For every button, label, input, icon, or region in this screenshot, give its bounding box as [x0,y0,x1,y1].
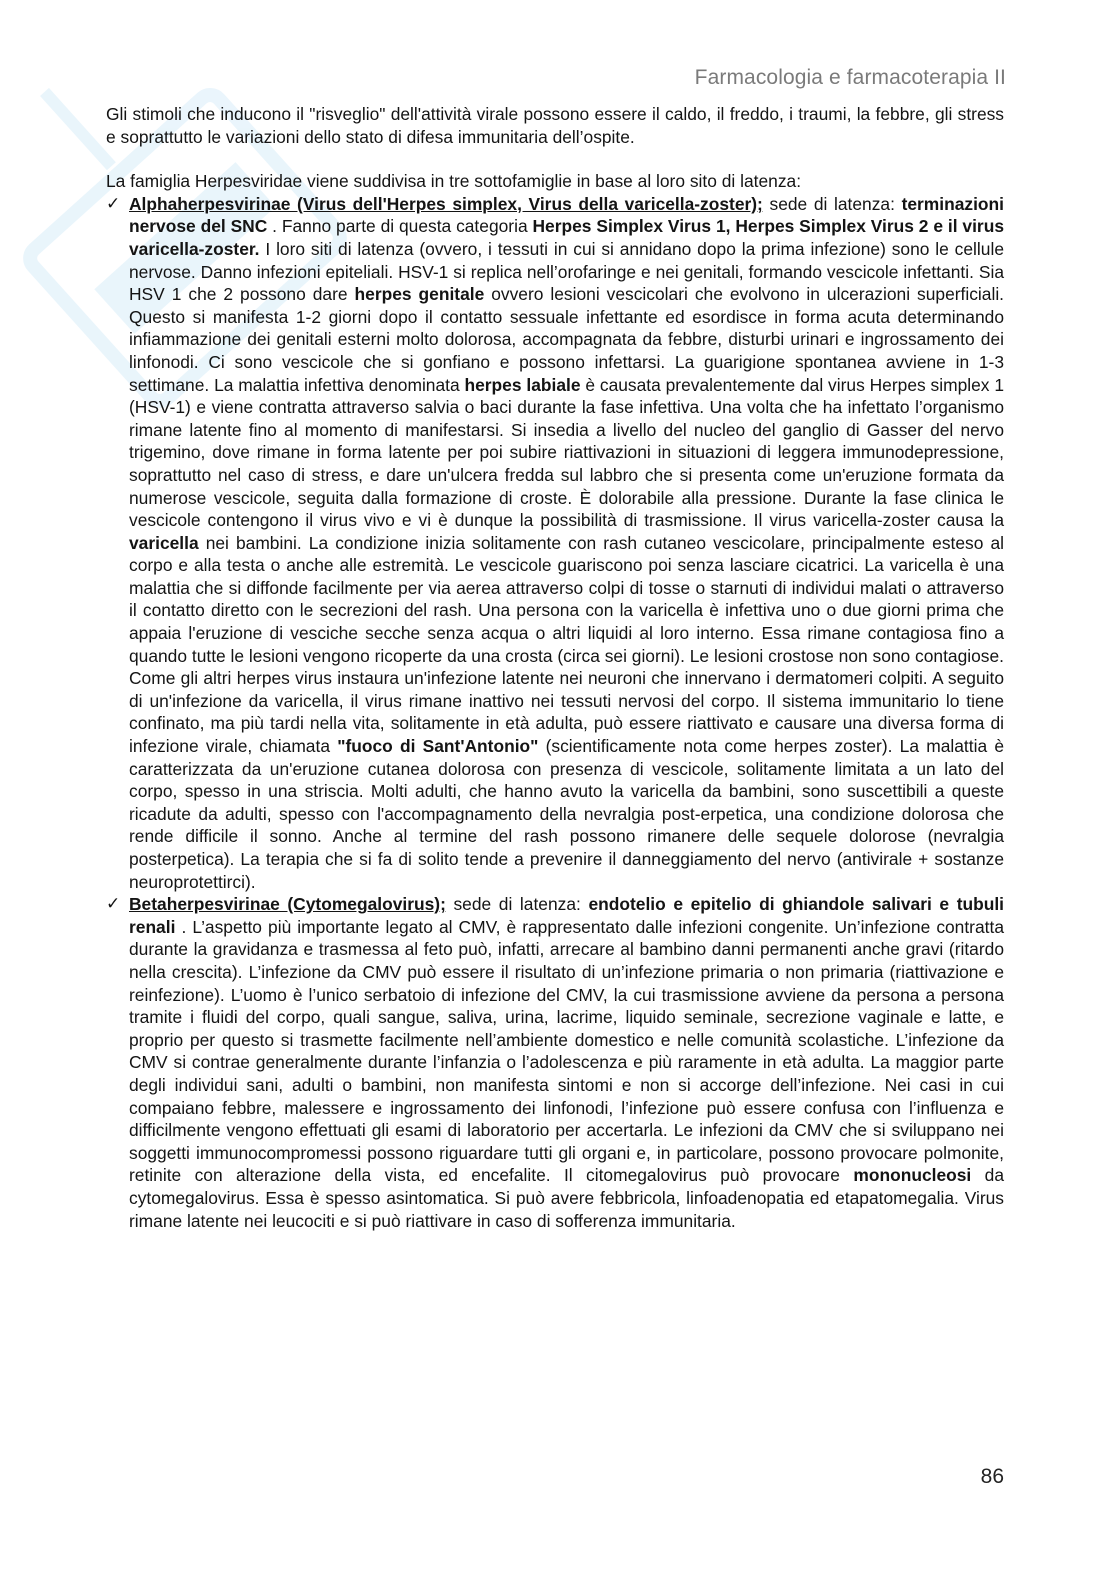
alphaherpesvirinae-item [106,193,1004,893]
text-segment: ovvero lesioni vescicolari che evolvono in ulcerazioni superficiali. Questo si manifesta 1-2 giorni dopo il contatto sessuale infettante ed esordisce in forma acuta determinando infiammazione dei genitali esterni molto dolorosa, accompagnata da febbre, disturbi urinari e ingrossamento dei linfonodi. Ci sono vescicole che si gonfiano e possono infettarsi. La guarigione spontanea avviene in 1-3 settimane. La malattia infettiva denominata [129,284,1005,395]
paragraph-gap [106,148,1004,170]
bold-term: Herpes Simplex Virus 1, Herpes Simplex Virus 2 e il virus varicella-zoster. [129,216,1004,259]
betaherpesvirinae-title: Betaherpesvirinae (Cytomegalovirus); [129,894,446,915]
intro-paragraph-2: La famiglia Herpesviridae viene suddivisa in tre sottofamiglie in base al loro sito di latenza: [106,171,802,192]
intro-paragraph-1: Gli stimoli che inducono il "risveglio" dell'attività virale possono essere il caldo, il freddo, i traumi, la febbre, gli stress e soprattutto le variazioni dello stato di difesa immunitaria dell’ospite. [106,104,1004,147]
text-segment: (scientificamente nota come herpes zoster). La malattia è caratterizzata da un'eruzione cutanea dolorosa con presenza di vescicole, solitamente limitata a un lato del corpo, spesso in una striscia. Molti adulti, che hanno avuto la varicella da bambini, sono suscettibili a queste ricadute da adulti, spesso con l'accompagnamento della nevralgia post-erpetica, una condizione dolorosa che rende difficile il sonno. Anche al termine del rash possono rimanere delle sequele dolorose (nevralgia posterpetica). La terapia che si fa di solito tende a prevenire il danneggiamento del nervo (antivirale + sostanze neuroprotettirci). [129,736,1005,892]
text-segment: I loro siti di latenza (ovvero, i tessuti in cui si annidano dopo la prima infezione) sono le cellule nervose. Danno infezioni epiteliali. HSV-1 si replica nell’orofaringe e nei genitali, formando vescicole infettanti. Sia HSV 1 che 2 possono dare [129,238,1004,305]
text-segment: è causata prevalentemente dal virus Herpes simplex 1 (HSV-1) e viene contratta attraverso salvia o baci durante la fase infettiva. Una volta che ha infettato l’organismo rimane latente fino al momento di manifestarsi. Si insedia a livello del nucleo del ganglio di Gasser del nervo trigemino, dove rimane in forma latente per poi subire riattivazioni in situazioni di leggera immunodepressione, soprattutto nel caso di stress, e dare un'ulcera fredda sul labbro che si presenta come un'eruzione formata da numerose vescicole, seguita dalla formazione di croste. È dolorabile alla pressione. Durante la fase clinica le vescicole contengono il virus vivo e vi è dunque la possibilità di trasmissione. Il virus varicella-zoster causa la [129,374,1004,531]
document-body [106,103,1004,1232]
bold-term: "fuoco di Sant'Antonio" [337,736,539,757]
bold-term: endotelio e epitelio di ghiandole salivari e tubuli renali [129,894,1005,937]
bold-term: terminazioni nervose del SNC [129,193,1004,237]
text-segment: nei bambini. La condizione inizia solitamente con rash cutaneo vescicolare, principalmente esteso al corpo e alla testa o anche alle estremità. Le vescicole guariscono poi senza lasciare cicatrici. La varicella è una malattia che si diffonde facilmente per via aerea attraverso colpi di tosse o starnuti di individui malati o attraverso il contatto diretto con le secrezioni del rash. Una persona con la varicella è infettiva uno o due giorni prima che appaia l'eruzione di vesciche secche senza acqua o altri liquidi al loro interno. Essa rimane contagiosa fino a quando tutte le lesioni vengono ricoperte da una crosta (circa sei giorni). Le lesioni crostose non sono contagiose. Come gli altri herpes virus instaura un'infezione latente nei neuroni che innervano i dermatomeri colpiti. A seguito di un'infezione da varicella, il virus rimane inattivo nei tessuti nervosi del corpo. Il sistema immunitario lo tiene confinato, ma più tardi nella vita, solitamente in età adulta, può essere riattivato e causare una diversa forma di infezione virale, chiamata [129,532,1004,757]
page-header-title: Farmacologia e farmacoterapia II [694,66,1006,89]
text-segment: sede di latenza: [769,193,902,214]
check-icon: ✓ [106,894,121,915]
bold-term: herpes labiale [464,374,581,395]
text-segment: . Fanno parte di questa categoria [272,216,533,237]
text-segment: . L’aspetto più importante legato al CMV, è rappresentato dalle infezioni congenite. Un’infezione contratta durante la gravidanza e trasmessa al feto può, infatti, arrecare al bambino danni permanenti anche gravi (ritardo nella crescita). L’infezione da CMV può essere il risultato di un’infezione primaria o non primaria (riattivazione e reinfezione). L’uomo è l’unico serbatoio di infezione del CMV, la cui trasmissione avviene da persona a persona tramite i fluidi del corpo, quali sangue, saliva, urina, lacrime, liquido seminale, secrezione vaginale e latte, e proprio per questo si trasmette facilmente nell’ambiente domestico e nelle comunità scolastiche. L’infezione da CMV si contrae generalmente durante l’infanzia o l’adolescenza e più raramente in età adulta. La maggior parte degli individui sani, adulti o bambini, non manifesta sintomi e non si accorge dell’infezione. Nei casi in cui compaiano febbre, malessere e ingrossamento dei linfonodi, l’infezione può essere confusa con l’influenza e difficilmente vengono effettuati gli esami di laboratorio per accertarla. Le infezioni da CMV che si sviluppano nei soggetti immunocompromessi possono riguardare tutti gli organi e, in particolare, possono provocare polmonite, retinite con alterazione della vista, ed encefalite. Il citomegalovirus può provocare [129,916,1004,1186]
page-number: 86 [980,1465,1004,1488]
betaherpesvirinae-item [106,893,1004,1232]
alphaherpesvirinae-title: Alphaherpesvirinae (Virus dell'Herpes simplex, Virus della varicella-zoster); [129,193,763,214]
bold-term: varicella [129,532,199,553]
check-icon: ✓ [106,193,121,214]
text-segment: da cytomegalovirus. Essa è spesso asintomatica. Si può avere febbricola, linfoadenopatia ed etapatomegalia. Virus rimane latente nei leucociti e si può riattivare in caso di sofferenza immunitaria. [129,1165,1004,1231]
bold-term: herpes genitale [354,284,485,305]
text-segment: sede di latenza: [453,894,589,915]
bold-term: mononucleosi [853,1165,972,1186]
